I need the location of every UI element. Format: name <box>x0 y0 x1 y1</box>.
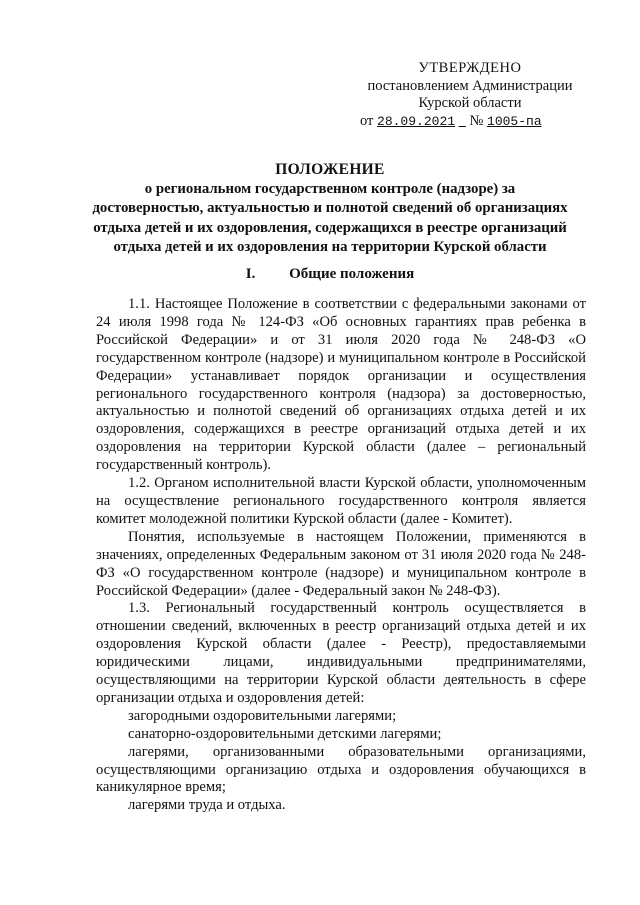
paragraph-definitions: Понятия, используемые в настоящем Положении, применяются в значениях, определенных Федеральным законом от 31 июля 2020 года № 248-ФЗ «О государственном контроле (надзоре) и муниципальном контроле в Российской Федерации» (далее - Федеральный закон № 248-ФЗ). <box>96 528 586 599</box>
approval-from-label: от <box>360 112 374 129</box>
title-line-4: отдыха детей и их оздоровления на территории Курской области <box>113 239 547 255</box>
list-item: лагерями, организованными образовательными организациями, осуществляющими организацию отдыха и оздоровления обучающихся в каникулярное время; <box>96 743 586 796</box>
approval-number: 1005-па <box>487 113 542 129</box>
list-item: загородными оздоровительными лагерями; <box>128 707 397 724</box>
approval-line-1: постановлением Администрации <box>367 77 573 94</box>
approval-number-line <box>350 113 590 131</box>
section-number: I. <box>245 266 256 282</box>
list-item: санаторно-оздоровительными детскими лагерями; <box>128 725 442 742</box>
title-line-3: отдыха детей и их оздоровления, содержащихся в реестре организаций <box>93 219 567 236</box>
title-line-1: о региональном государственном контроле (надзоре) за <box>144 180 516 197</box>
section-heading <box>70 266 590 283</box>
paragraph-1-3: 1.3. Региональный государственный контроль осуществляется в отношении сведений, включенных в реестр организаций отдыха детей и их оздоровления Курской области (далее - Реестр), предоставляемыми юридическими лицами, индивидуальными предпринимателями, осуществляющими на территории Курской области деятельность в сфере организации отдыха и оздоровления детей: <box>96 600 586 706</box>
approval-line-2: Курской области <box>418 95 522 111</box>
document-body <box>96 296 586 815</box>
title-head: ПОЛОЖЕНИЕ <box>275 161 385 178</box>
paragraph-1-1: 1.1. Настоящее Положение в соответствии с федеральными законами от 24 июля 1998 года № 124-ФЗ «Об основных гарантиях прав ребенка в Российской Федерации» и от 31 июля 2020 года № 248-ФЗ «О государственном контроле (надзоре) и муниципальном контроле в Российской Федерации» устанавливает порядок организации и осуществления регионального государственного контроля (надзора) за достоверностью, актуальностью и полнотой сведений об организациях отдыха детей и их оздоровления, содержащихся в реестре организаций отдыха детей и их оздоровления на территории Курской области (далее – региональный государственный контроль). <box>96 296 586 474</box>
approval-heading: УТВЕРЖДЕНО <box>418 60 522 76</box>
approval-date: 28.09.2021 <box>377 113 456 129</box>
list-item: лагерями труда и отдыха. <box>128 797 286 814</box>
approval-stamp <box>350 60 590 130</box>
title-line-2: достоверностью, актуальностью и полнотой сведений об организациях <box>92 200 568 216</box>
paragraph-1-2: 1.2. Органом исполнительной власти Курской области, уполномоченным на осуществление регионального государственного контроля является комитет молодежной политики Курской области (далее - Комитет). <box>96 475 586 527</box>
section-title: Общие положения <box>289 266 415 282</box>
approval-number-label: № <box>469 112 484 129</box>
document-title <box>70 160 590 258</box>
